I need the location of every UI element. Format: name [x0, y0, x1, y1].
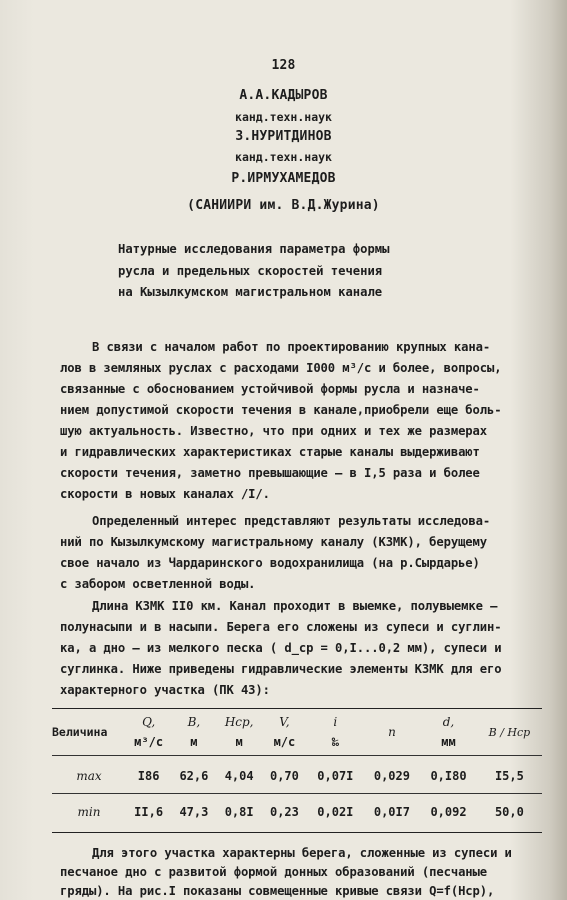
col-symbol-d: d, — [442, 715, 455, 729]
page-number: 128 — [271, 58, 296, 73]
col-symbol-q: Q, — [142, 715, 156, 729]
table-header-units — [52, 732, 542, 752]
col-symbol-h: Hср, — [224, 715, 254, 729]
table-cell: 0,092 — [430, 805, 467, 819]
p1-line-5: шую актуальность. Известно, что при одних и тех же размерах — [60, 424, 488, 438]
p4-line-1: Для этого участка характерны берега, сложенные из супеси и — [92, 846, 512, 860]
table-row-header: Величина — [52, 725, 108, 739]
p1-line-8: скорости в новых каналах /I/. — [60, 487, 270, 501]
col-symbol-ratio: B / Hср — [488, 725, 531, 739]
table-cell: 0,07I — [317, 769, 354, 783]
p3-line-4: суглинка. Ниже приведены гидравлические элементы КЗМК для его — [60, 662, 502, 676]
title-line-2: русла и предельных скоростей течения — [118, 264, 383, 278]
table-cell: 50,0 — [494, 805, 524, 819]
p1-line-4: нием допустимой скорости течения в канале,приобрели еще боль- — [60, 403, 502, 417]
table-cell: I86 — [137, 769, 160, 783]
table-cell: 0,029 — [373, 769, 410, 783]
p3-line-1: Длина КЗМК II0 км. Канал проходит в выемке, полувыемке – — [92, 599, 498, 613]
table-cell: 0,02I — [317, 805, 354, 819]
p2-line-3: свое начало из Чардаринского водохранилища (на р.Сырдарье) — [60, 556, 480, 570]
table-cell: 0,0I7 — [373, 805, 410, 819]
author-name-3: Р.ИРМУХАМЕДОВ — [231, 171, 336, 186]
table-header-rule — [52, 755, 542, 756]
affiliation: (САНИИРИ им. В.Д.Журина) — [187, 198, 380, 213]
table-header-symbols — [52, 712, 542, 732]
table-top-rule — [52, 708, 542, 709]
p2-line-4: с забором осветленной воды. — [60, 577, 256, 591]
col-unit-b: м — [190, 735, 198, 749]
author-name-2: З.НУРИТДИНОВ — [235, 129, 332, 144]
col-unit-q: м³/с — [134, 735, 164, 749]
p4-line-3: гряды). На рис.I показаны совмещенные кривые связи Q=f(Hср), — [60, 884, 495, 898]
title-line-3: на Кызылкумском магистральном канале — [118, 285, 383, 299]
p2-line-1: Определенный интерес представляют результаты исследова- — [92, 514, 491, 528]
p3-line-3: ка, а дно – из мелкого песка ( d_ср = 0,I...0,2 мм), супеси и — [60, 641, 502, 655]
row-label-max: max — [76, 769, 102, 783]
col-symbol-v: V, — [279, 715, 290, 729]
table-cell: 0,23 — [269, 805, 299, 819]
title-line-1: Натурные исследования параметра формы — [118, 242, 390, 256]
author-degree-2: канд.техн.наук — [235, 150, 332, 164]
p2-line-2: ний по Кызылкумскому магистральному каналу (КЗМК), берущему — [60, 535, 488, 549]
p1-line-3: связанные с обоснованием устойчивой формы русла и назначе- — [60, 382, 480, 396]
table-cell: 0,I80 — [430, 769, 467, 783]
table-cell: 0,70 — [269, 769, 299, 783]
p3-line-2: полунасыпи и в насыпи. Берега его сложены из супеси и суглин- — [60, 620, 502, 634]
table-cell: 47,3 — [179, 805, 209, 819]
table-bottom-rule — [52, 832, 542, 833]
p1-line-2: лов в земляных руслах с расходами I000 м³/с и более, вопросы, — [60, 361, 502, 375]
table-mid-rule — [52, 793, 542, 794]
col-unit-h: м — [235, 735, 243, 749]
p1-line-7: скорости течения, заметно превышающие – в I,5 раза и более — [60, 466, 480, 480]
table-cell: 0,8I — [224, 805, 254, 819]
row-label-min: min — [77, 805, 101, 819]
table-row — [52, 752, 542, 788]
author-name-1: А.А.КАДЫРОВ — [239, 88, 328, 103]
p1-line-1: В связи с началом работ по проектированию крупных кана- — [92, 340, 491, 354]
p4-line-2: песчаное дно с развитой формой донных образований (песчаные — [60, 865, 488, 879]
table-cell: 4,04 — [224, 769, 254, 783]
table-cell: II,6 — [134, 805, 164, 819]
p1-line-6: и гидравлических характеристиках старые каналы выдерживают — [60, 445, 480, 459]
col-symbol-n: n — [388, 725, 396, 739]
hydraulic-table — [52, 712, 542, 826]
p3-line-5: характерного участка (ПК 43): — [60, 683, 270, 697]
col-unit-v: м/с — [273, 735, 296, 749]
col-symbol-b: B, — [187, 715, 201, 729]
table-cell: I5,5 — [494, 769, 524, 783]
col-unit-d: мм — [441, 735, 456, 749]
col-symbol-i: i — [333, 715, 338, 729]
author-degree-1: канд.техн.наук — [235, 110, 332, 124]
table-cell: 62,6 — [179, 769, 209, 783]
col-unit-i: ‰ — [331, 735, 339, 749]
